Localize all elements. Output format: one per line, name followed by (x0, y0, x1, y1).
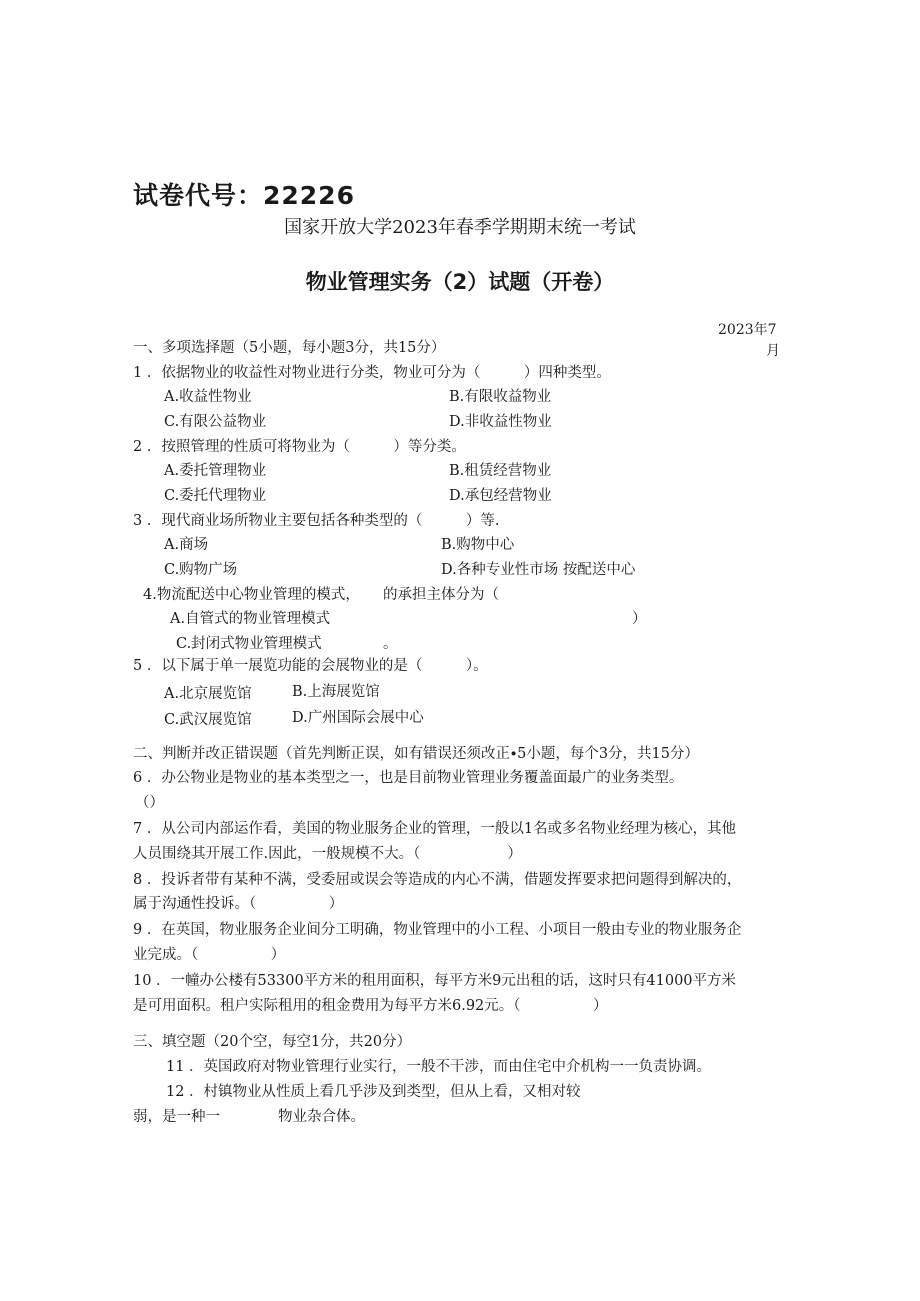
q1-option-d: D.非收益性物业 (449, 414, 552, 430)
question-2: 2 ．按照管理的性质可将物业为（ ）等分类。 (133, 439, 466, 455)
question-9-cont: 业完成。（ ） (133, 947, 286, 963)
q3-option-b: B.购物中心 (441, 537, 515, 553)
q3-option-a: A.商场 (164, 537, 209, 553)
question-12-cont: 弱，是一种一 物业杂合体。 (133, 1109, 365, 1125)
school-exam-title: 国家开放大学2023年春季学期期末统一考试 (284, 217, 636, 238)
question-1: 1 ．依据物业的收益性对物业进行分类，物业可分为（ ）四种类型。 (133, 365, 611, 381)
q4-option-a: A.自管式的物业管理模式 (170, 611, 331, 627)
question-4-part1: 4.物流配送中心物业管理的模式， (143, 587, 360, 603)
section1-heading: 一、多项选择题（5小题，每小题3分，共15分） (133, 340, 446, 356)
section3-heading: 三、填空题（20个空，每空1分，共20分） (133, 1034, 412, 1050)
q2-option-b: B.租赁经营物业 (449, 463, 552, 479)
question-7: 7 ．从公司内部运作看，美国的物业服务企业的管理，一般以1名或多名物业经理为核心，其他 (133, 821, 737, 837)
exam-title: 物业管理实务（2）试题（开卷） (305, 270, 615, 294)
question-8: 8 ．投诉者带有某种不满，受委屈或误会等造成的内心不满，借题发挥要求把问题得到解决的， (133, 872, 742, 888)
section2-heading: 二、判断并改正错误题（首先判断正误，如有错误还须改正∙5小题，每个3分，共15分） (133, 746, 700, 762)
q1-option-b: B.有限收益物业 (449, 389, 552, 405)
question-6-blank: （） (135, 795, 164, 811)
q4-period: 。 (383, 636, 398, 652)
question-12: 12 ．村镇物业从性质上看几乎涉及到类型，但从上看，又相对较 (166, 1084, 581, 1100)
question-10-cont: 是可用面积。租户实际租用的租金费用为每平方米6.92元。（ ） (133, 998, 608, 1014)
q4-close-paren: ） (632, 611, 647, 627)
question-8-cont: 属于沟通性投诉。（ ） (133, 896, 344, 912)
q2-option-a: A.委托管理物业 (164, 463, 267, 479)
question-4-part2: 的承担主体分为（ (383, 587, 499, 603)
question-10: 10 ．一幢办公楼有53300平方米的租用面积，每平方米9元出租的话，这时只有41000平方米 (133, 973, 737, 989)
exam-date-line1: 2023年7 (718, 322, 777, 338)
q1-option-a: A.收益性物业 (164, 389, 252, 405)
q2-option-c: C.委托代理物业 (164, 488, 267, 504)
q3-option-d: D.各种专业性市场 按配送中心 (441, 562, 636, 578)
question-7-cont: 人员围绕其开展工作.因此，一般规模不大。（ ） (133, 846, 522, 862)
q5-option-b: B.上海展览馆 (292, 684, 380, 700)
q5-option-d: D.广州国际会展中心 (292, 710, 424, 726)
question-6: 6 ．办公物业是物业的基本类型之一，也是目前物业管理业务覆盖面最广的业务类型。 (133, 770, 684, 786)
exam-date-line2: 月 (766, 343, 780, 359)
q4-option-c: C.封闭式物业管理模式 (176, 636, 322, 652)
q5-option-c: C.武汉展览馆 (164, 712, 252, 728)
q1-option-c: C.有限公益物业 (164, 414, 267, 430)
q2-option-d: D.承包经营物业 (449, 488, 552, 504)
q3-option-c: C.购物广场 (164, 562, 238, 578)
question-5: 5 ．以下属于单一展览功能的会展物业的是（ ）。 (133, 658, 488, 674)
question-9: 9 ．在英国，物业服务企业间分工明确，物业管理中的小工程、小项目一般由专业的物业服务企 (133, 922, 742, 938)
q5-option-a: A.北京展览馆 (164, 686, 252, 702)
question-11: 11 ．英国政府对物业管理行业实行，一般不干涉，而由住宅中介机构一一负责协调。 (166, 1059, 712, 1075)
paper-code: 试卷代号：22226 (133, 181, 355, 210)
question-3: 3 ．现代商业场所物业主要包括各种类型的（ ）等. (133, 513, 500, 529)
